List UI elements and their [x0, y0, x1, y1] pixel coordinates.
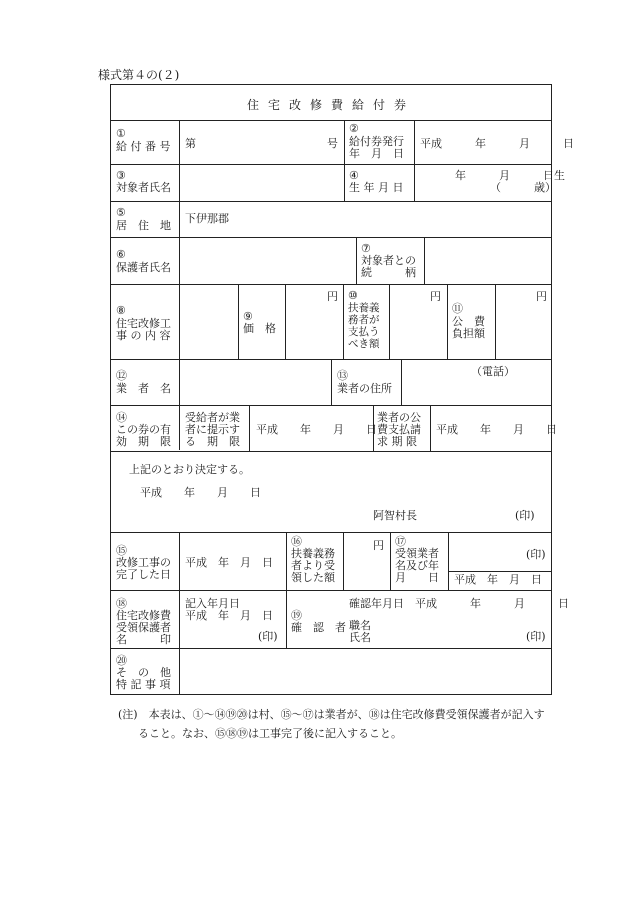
cell-divider — [495, 284, 496, 359]
field-number: ④ — [349, 169, 359, 182]
field-number: ⑥ — [116, 248, 126, 261]
field-label-public-cost-sub: 負担額 — [452, 327, 485, 340]
cell-divider — [356, 237, 357, 284]
field-label-support-payment-3: 支払う — [348, 326, 380, 338]
row-divider — [110, 120, 552, 121]
field-label-guardian-name: 保護者氏名 — [116, 261, 171, 274]
birth-date-field[interactable]: 年 月 日生 — [455, 169, 565, 182]
field-label-address: 居 住 地 — [116, 219, 171, 232]
field-label-presentation-deadline-3: る 期 限 — [185, 435, 240, 448]
label-column-divider — [179, 532, 180, 695]
yen-unit: 円 — [327, 290, 338, 303]
field-label-claim-deadline: 業者の公 — [377, 411, 421, 424]
field-label-post: 職名 — [349, 619, 371, 632]
cell-divider — [343, 284, 344, 359]
claim-deadline-field[interactable]: 平成 年 月 日 — [436, 423, 557, 436]
field-number: ⑤ — [116, 206, 126, 219]
field-label-receiving-contractor: 受領業者 — [395, 547, 439, 560]
field-number: ⑭ — [116, 411, 127, 424]
form-number: 様式第４の(２) — [98, 68, 180, 82]
cell-divider — [389, 284, 390, 359]
field-label-recipient-name: 対象者氏名 — [116, 181, 171, 194]
field-label-receiving-contractor-2: 名及び年 — [395, 559, 439, 572]
field-label-issue-date: 給付券発行 — [349, 135, 404, 148]
field-label-completion-date: 改修工事の — [116, 556, 171, 569]
field-label-relationship: 対象者との — [361, 254, 416, 267]
row-divider — [110, 648, 552, 649]
field-label-received-amount: 扶養義務 — [291, 547, 335, 560]
field-number: ⑩ — [348, 289, 358, 302]
field-number: ⑮ — [116, 544, 127, 557]
field-label-birth-date: 生 年 月 日 — [349, 181, 404, 194]
field-number: ⑬ — [337, 369, 348, 382]
row-divider — [110, 590, 552, 591]
cell-divider — [448, 571, 552, 572]
yen-unit: 円 — [536, 290, 547, 303]
row-divider — [110, 201, 552, 202]
mayor-seal: (印) — [515, 509, 535, 522]
field-label-contractor-address: 業者の住所 — [337, 382, 392, 395]
cell-divider — [390, 532, 391, 590]
field-label-validity-sub: 効 期 限 — [116, 435, 171, 448]
voucher-number-suffix: 号 — [327, 137, 338, 150]
footnote-line-2: ること。なお、⑮⑱⑲は工事完了後に記入すること。 — [138, 727, 402, 740]
cell-divider — [344, 120, 345, 201]
field-number: ① — [116, 127, 126, 140]
completion-date-field[interactable]: 平成 年 月 日 — [185, 556, 273, 569]
entry-date-field[interactable]: 平成 年 月 日 — [185, 609, 273, 622]
age-field[interactable]: （ 歳） — [490, 181, 556, 194]
field-label-guardian-receipt: 住宅改修費 — [116, 609, 171, 622]
yen-unit: 円 — [373, 539, 384, 552]
field-label-other-notes: そ の 他 — [116, 666, 171, 679]
row-divider — [110, 451, 552, 452]
guardian-seal: (印) — [258, 630, 278, 643]
row-divider — [110, 532, 552, 533]
field-number: ⑦ — [361, 242, 371, 255]
field-number: ③ — [116, 169, 126, 182]
field-label-work-content: 住宅改修工 — [116, 317, 171, 330]
receipt-date-field[interactable]: 平成 年 月 日 — [454, 573, 542, 586]
yen-unit: 円 — [430, 290, 441, 303]
presentation-deadline-field[interactable]: 平成 年 月 日 — [256, 423, 377, 436]
field-number: ⑧ — [116, 304, 126, 317]
field-label-support-payment-2: 務者が — [348, 314, 380, 326]
confirmer-seal: (印) — [526, 630, 546, 643]
field-number: ⑯ — [291, 535, 302, 548]
field-label-price: 価 格 — [243, 322, 276, 335]
row-divider — [110, 237, 552, 238]
row-divider — [110, 164, 552, 165]
field-label-entry-date: 記入年月日 — [185, 597, 240, 610]
field-label-relationship-sub: 続 柄 — [361, 266, 416, 279]
field-label-received-amount-3: 領した額 — [291, 571, 335, 584]
field-number: ⑨ — [243, 310, 253, 323]
field-label-validity: この券の有 — [116, 423, 171, 436]
cell-divider — [331, 359, 332, 405]
cell-divider — [401, 359, 402, 405]
field-label-receiving-contractor-3: 月 日 — [395, 571, 439, 584]
cell-divider — [430, 405, 431, 451]
cell-divider — [414, 120, 415, 201]
field-label-confirmer: 確 認 者 — [291, 621, 346, 634]
field-label-voucher-number: 給 付 番 号 — [116, 140, 171, 153]
cell-divider — [447, 284, 448, 359]
field-label-received-amount-2: 者より受 — [291, 559, 335, 572]
field-label-claim-deadline-2: 費支払請 — [377, 423, 421, 436]
field-number: ⑱ — [116, 597, 127, 610]
address-value[interactable]: 下伊那郡 — [185, 212, 229, 225]
field-label-other-notes-sub: 特 記 事 項 — [116, 678, 171, 691]
phone-label: （電話） — [471, 365, 515, 378]
cell-divider — [343, 532, 344, 590]
label-column-divider — [179, 120, 180, 450]
field-label-claim-deadline-3: 求 期 限 — [377, 435, 417, 448]
field-label-support-payment: 扶養義 — [348, 302, 380, 314]
cell-divider — [424, 237, 425, 284]
field-label-guardian-receipt-3: 名 印 — [116, 633, 171, 646]
mayor-title: 阿智村長 — [373, 509, 417, 522]
field-number: ⑫ — [116, 369, 127, 382]
field-label-public-cost: 公 費 — [452, 315, 485, 328]
field-number: ⑪ — [452, 302, 463, 315]
field-label-presentation-deadline: 受給者が業 — [185, 411, 240, 424]
field-label-work-content-sub: 事 の 内 容 — [116, 329, 171, 342]
cell-divider — [285, 284, 286, 359]
cell-divider — [238, 284, 239, 359]
field-label-contractor-name: 業 者 名 — [116, 382, 171, 395]
field-number: ⑳ — [116, 654, 127, 667]
confirmation-date-field[interactable]: 確認年月日 平成 年 月 日 — [349, 597, 569, 610]
field-label-presentation-deadline-2: 者に提示す — [185, 423, 240, 436]
row-divider — [110, 405, 552, 406]
cell-divider — [249, 405, 250, 451]
field-number: ⑲ — [291, 609, 302, 622]
field-number: ⑰ — [395, 535, 406, 548]
voucher-number-prefix: 第 — [185, 137, 196, 150]
cell-divider — [448, 532, 449, 590]
field-label-guardian-receipt-2: 受領保護者 — [116, 621, 171, 634]
field-number: ② — [349, 122, 359, 135]
row-divider — [110, 284, 552, 285]
decision-statement: 上記のとおり決定する。 — [129, 463, 250, 476]
field-label-issue-date-sub: 年 月 日 — [349, 147, 404, 160]
cell-divider — [286, 532, 287, 648]
field-label-completion-date-sub: 完了した日 — [116, 568, 171, 581]
form-title: 住宅改修費給付券 — [246, 98, 415, 112]
footnote-line-1: (注) 本表は、①～⑭⑲⑳は村、⑮～⑰は業者が、⑱は住宅改修費受領保護者が記入す — [118, 708, 545, 721]
contractor-seal: (印) — [526, 548, 546, 561]
issue-date-field[interactable]: 平成 年 月 日 — [420, 137, 574, 150]
field-label-name: 氏名 — [349, 631, 371, 644]
decision-date[interactable]: 平成 年 月 日 — [140, 486, 261, 499]
field-label-support-payment-4: べき額 — [348, 338, 380, 350]
